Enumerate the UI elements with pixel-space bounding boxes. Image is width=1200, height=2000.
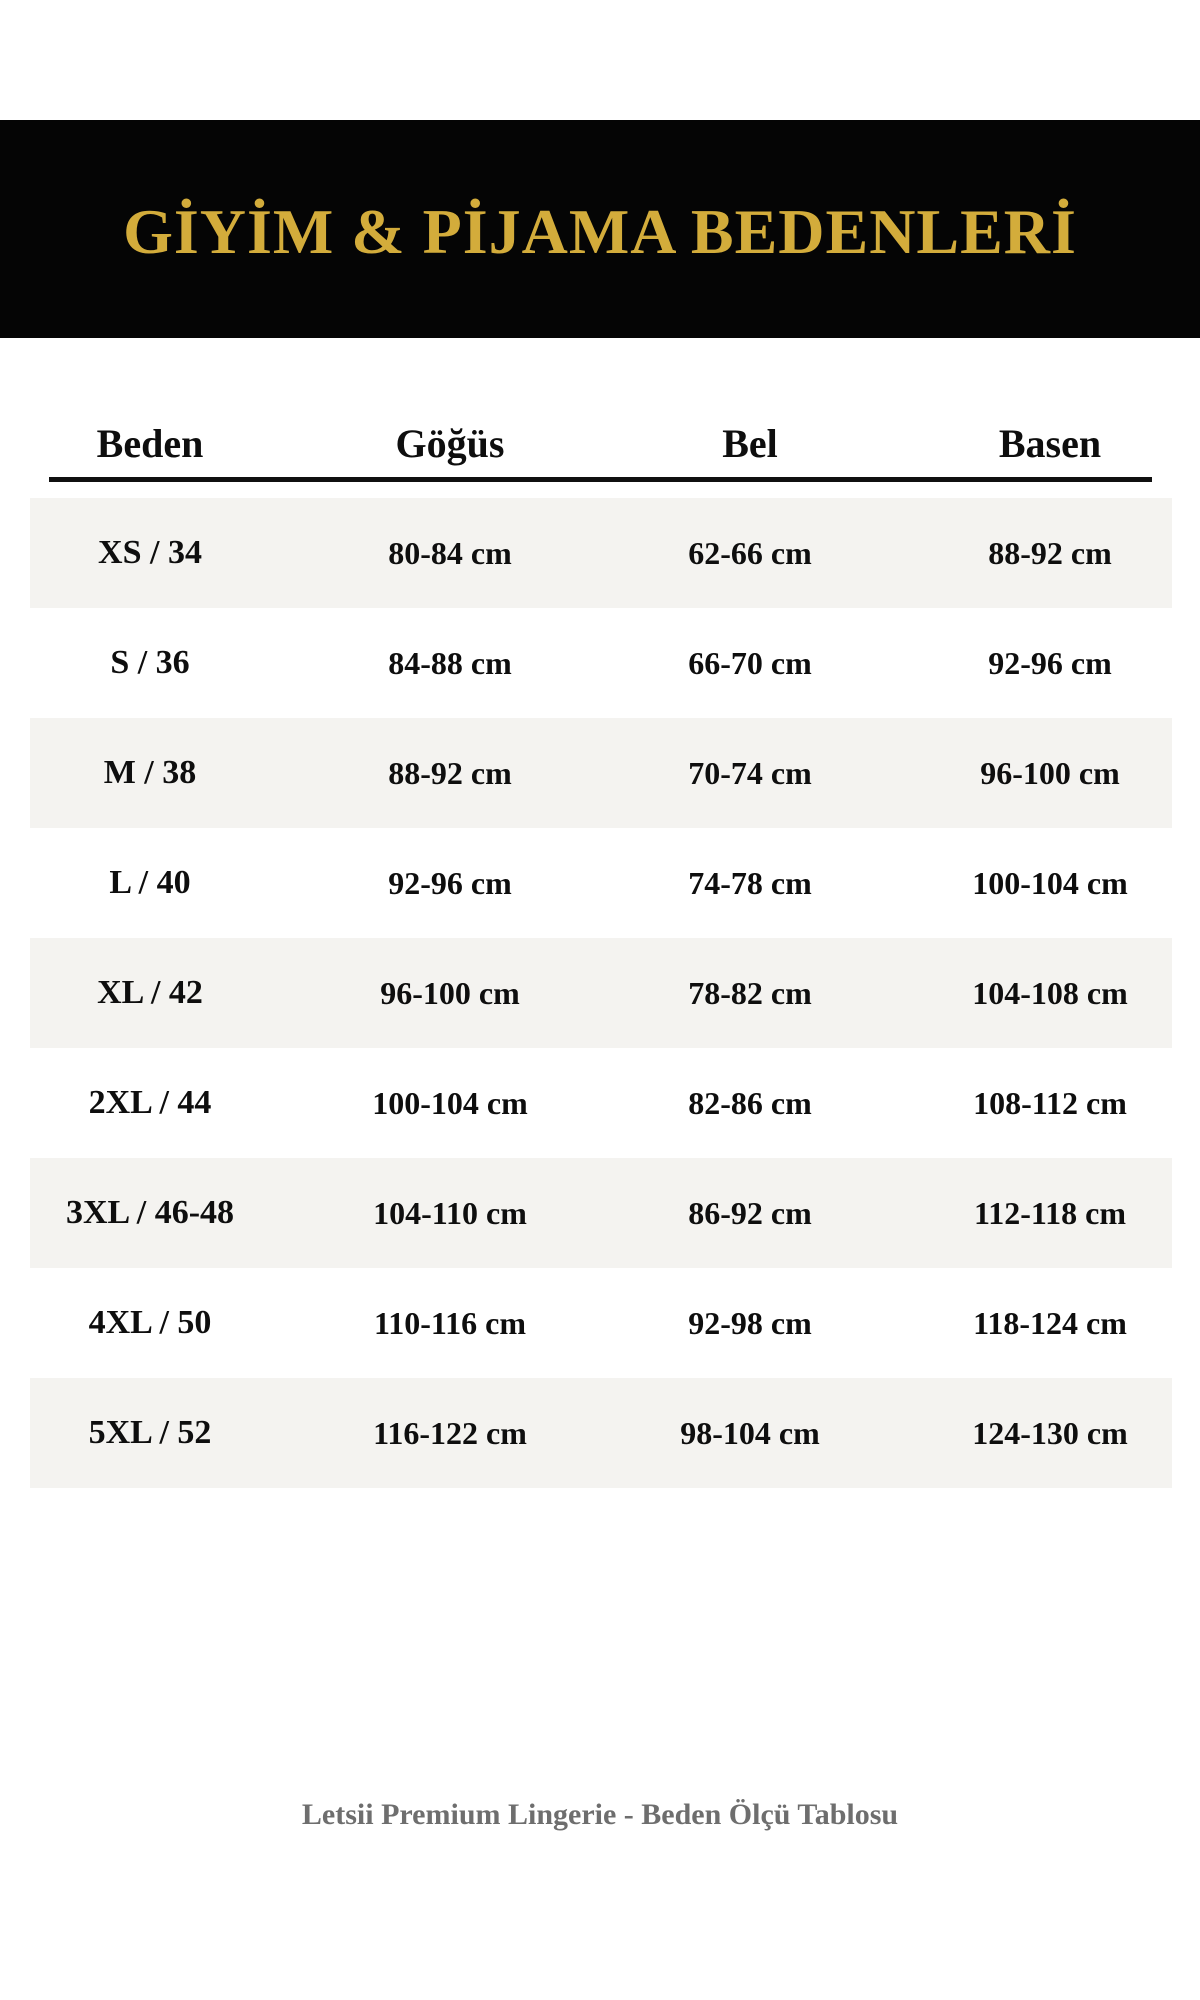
- title-banner: [0, 120, 1200, 338]
- waist-cell: 86-92 cm: [688, 1194, 812, 1231]
- table-header-row: [0, 338, 1200, 477]
- table-row: [0, 1378, 1200, 1488]
- header-divider: [49, 477, 1152, 482]
- waist-cell: 66-70 cm: [688, 644, 812, 681]
- waist-cell: 62-66 cm: [688, 534, 812, 571]
- hips-cell: 108-112 cm: [973, 1084, 1127, 1121]
- size-cell: M / 38: [103, 754, 197, 791]
- table-row: [0, 938, 1200, 1048]
- hips-cell: 118-124 cm: [973, 1304, 1127, 1341]
- table-row: [0, 498, 1200, 608]
- hips-cell: 88-92 cm: [988, 534, 1112, 571]
- page-title: GİYİM & PİJAMA BEDENLERİ: [123, 196, 1077, 267]
- waist-cell: 82-86 cm: [688, 1084, 812, 1121]
- chest-cell: 104-110 cm: [373, 1194, 527, 1231]
- table-row: [0, 608, 1200, 718]
- size-cell: L / 40: [109, 864, 191, 901]
- header-hips: Basen: [998, 421, 1102, 466]
- size-cell: 5XL / 52: [88, 1414, 212, 1451]
- chest-cell: 92-96 cm: [388, 864, 512, 901]
- hips-cell: 96-100 cm: [980, 754, 1120, 791]
- hips-cell: 124-130 cm: [972, 1414, 1128, 1451]
- table-row: [0, 828, 1200, 938]
- chest-cell: 100-104 cm: [372, 1084, 528, 1121]
- footer-caption: Letsii Premium Lingerie - Beden Ölçü Tablosu: [301, 1798, 899, 1831]
- chest-cell: 84-88 cm: [388, 644, 512, 681]
- table-body: [0, 498, 1200, 1488]
- size-cell: S / 36: [110, 644, 190, 681]
- hips-cell: 104-108 cm: [972, 974, 1128, 1011]
- hips-cell: 100-104 cm: [972, 864, 1128, 901]
- chest-cell: 116-122 cm: [373, 1414, 527, 1451]
- waist-cell: 92-98 cm: [688, 1304, 812, 1341]
- table-row: [0, 718, 1200, 828]
- size-cell: XS / 34: [98, 534, 202, 571]
- chest-cell: 110-116 cm: [374, 1304, 526, 1341]
- size-table: [0, 338, 1200, 1488]
- size-cell: 3XL / 46-48: [65, 1194, 235, 1231]
- size-cell: XL / 42: [97, 974, 203, 1011]
- chest-cell: 96-100 cm: [380, 974, 520, 1011]
- table-row: [0, 1158, 1200, 1268]
- size-cell: 4XL / 50: [88, 1304, 212, 1341]
- waist-cell: 98-104 cm: [680, 1414, 820, 1451]
- hips-cell: 112-118 cm: [974, 1194, 1126, 1231]
- header-chest: Göğüs: [395, 421, 505, 466]
- waist-cell: 70-74 cm: [688, 754, 812, 791]
- header-waist: Bel: [722, 421, 778, 466]
- chest-cell: 88-92 cm: [388, 754, 512, 791]
- chest-cell: 80-84 cm: [388, 534, 512, 571]
- waist-cell: 78-82 cm: [688, 974, 812, 1011]
- header-size: Beden: [96, 421, 204, 466]
- waist-cell: 74-78 cm: [688, 864, 812, 901]
- hips-cell: 92-96 cm: [988, 644, 1112, 681]
- table-row: [0, 1268, 1200, 1378]
- size-cell: 2XL / 44: [88, 1084, 212, 1121]
- table-row: [0, 1048, 1200, 1158]
